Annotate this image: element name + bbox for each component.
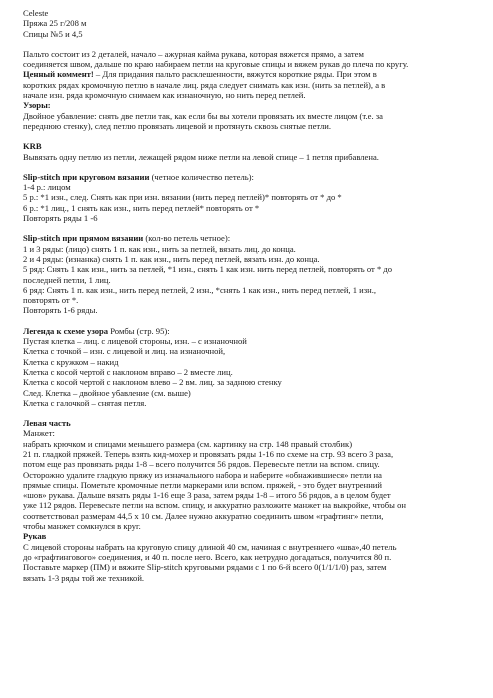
- cuff-line: соответствовал размерам 44,5 x 10 см. Далее нужно аккуратно соединить швом «графтинг» петли,: [23, 510, 384, 521]
- cuff-subheading: Манжет:: [23, 428, 55, 439]
- slip-flat-line: последней петли, 1 лиц.: [23, 274, 111, 285]
- legend-section: [23, 326, 475, 408]
- slip-flat-line: 1 и 3 ряды: (лицо) снять 1 п. как изн., нить за петлей, вязать лиц. до конца.: [23, 243, 296, 254]
- slip-round-heading: Slip-stitch при круговом вязании: [23, 171, 150, 182]
- slip-round-line: 1-4 р.: лицом: [23, 182, 71, 193]
- needles-spec: Спицы №5 и 4,5: [23, 28, 83, 39]
- legend-line: След. Клетка – двойное убавление (см. выше): [23, 387, 191, 398]
- slip-round-line: 5 р.: *1 изн., след. Снять как при изн. вязании (нить перед петлей)* повторять от * до *: [23, 192, 342, 203]
- slip-round-heading-line: [23, 172, 475, 182]
- slip-flat-line: 6 ряд: Снять 1 п. как изн., нить перед петлей, 2 изн., *снять 1 как изн., нить перед петлей, 1 изн.,: [23, 284, 377, 295]
- cuff-line: Осторожно удалите гладкую пряжу из изначального набора и наберите «обнажившиеся» петли на: [23, 469, 382, 480]
- slip-round-line: Повторять ряды 1 -6: [23, 213, 98, 224]
- sleeve-section: [23, 531, 475, 582]
- legend-line: Клетка с галочкой – снятая петля.: [23, 397, 147, 408]
- legend-heading: Легенда к схеме узора: [23, 325, 109, 336]
- slip-flat-section: [23, 233, 475, 315]
- slip-flat-note: (кол-во петель четное):: [143, 233, 231, 244]
- double-dec-line: Двойное убавление: снять две петли так, как если бы вы хотели провязать их вместе лицом (т.е. за: [23, 110, 383, 121]
- legend-line: Клетка с точкой – изн. с лицевой и лиц. на изнаночной,: [23, 346, 226, 357]
- krb-text: Вывязать одну петлю из петли, лежащей рядом ниже петли на левой спице – 1 петля прибавлена.: [23, 151, 379, 162]
- left-part-section: [23, 418, 475, 531]
- doc-title: Celeste: [23, 8, 49, 18]
- slip-round-line: 6 р.: *1 лиц., 1 снять как изн., нить перед петлей* повторять от *: [23, 202, 260, 213]
- left-part-heading: Левая часть: [23, 418, 71, 429]
- comment-text: – Для придания пальто расклешенности, вяжутся короткие ряды. При этом в: [93, 69, 377, 80]
- slip-flat-heading: Slip-stitch при прямом вязании: [23, 233, 144, 244]
- cuff-line: потом еще раз провязать ряды 1-8 – всего получится 56 рядов. Перевесьте петли на вспом. спицу.: [23, 459, 380, 470]
- slip-flat-line: повторять от *.: [23, 295, 79, 306]
- comment-line: начале изн. ряда кромочную снимаем как изнаночную, но нить перед петлей.: [23, 90, 306, 101]
- krb-heading: KRB: [23, 141, 42, 152]
- legend-heading-line: [23, 326, 475, 336]
- comment-line: коротких рядах кромочную петлю в начале лиц. ряда следует снимать как изн. (нить за петлей), а в: [23, 79, 386, 90]
- cuff-line: уже 112 рядов. Перевесьте петли на вспом. спицу, и аккуратно разложите манжет на выкройке, чтобы он: [23, 500, 406, 511]
- intro-section: [23, 49, 475, 131]
- yarn-spec: Пряжа 25 г/208 м: [23, 18, 87, 29]
- legend-line: Пустая клетка – лиц. с лицевой стороны, изн. – с изнаночной: [23, 336, 247, 347]
- intro-line: Пальто состоит из 2 деталей, начало – ажурная кайма рукава, которая вяжется прямо, а затем: [23, 48, 364, 59]
- cuff-line: набрать крючком и спицами меньшего размера (см. картинку на стр. 148 правый столбик): [23, 438, 353, 449]
- header: [23, 8, 475, 39]
- legend-line: Клетка с косой чертой с наклоном вправо – 2 вместе лиц.: [23, 366, 233, 377]
- legend-note: Ромбы (стр. 95):: [108, 325, 170, 336]
- comment-label: Ценный коммент!: [23, 69, 94, 80]
- intro-line: соединяется швом, дальше по краю набираем петли на круговые спицы и вяжем рукав до плеча по кругу.: [23, 59, 409, 70]
- sleeve-heading: Рукав: [23, 531, 47, 542]
- sleeve-line: Поставьте маркер (ПМ) и вяжите Slip-stitch круговыми рядами с 1 по 6-й всего 0(1/1/1/0) раз, затем: [23, 562, 387, 573]
- comment-line: [23, 69, 475, 79]
- slip-flat-line: 5 ряд: Снять 1 как изн., нить за петлей, *1 изн., снять 1 как изн. нить перед петлей, повторять от * до: [23, 264, 393, 275]
- sleeve-line: вязать 1-3 ряды той же техникой.: [23, 572, 145, 583]
- double-dec-line: переднюю стенку), след петлю провязать лицевой и протянуть сквозь снятые петли.: [23, 120, 331, 131]
- cuff-line: прямые спицы. Пометьте кромочные петли маркерами или вспом. пряжей, - это будет внутренний: [23, 479, 382, 490]
- legend-line: Клетка с кружком – накид: [23, 356, 119, 367]
- cuff-line: чтобы манжет сомкнулся в круг.: [23, 521, 141, 532]
- krb-section: [23, 141, 475, 162]
- cuff-line: 21 п. гладкой пряжей. Теперь взять кид-мохер и провязать ряды 1-16 по схеме на стр. 93 всего 3 раза,: [23, 448, 394, 459]
- slip-flat-heading-line: [23, 233, 475, 243]
- slip-flat-line: 2 и 4 ряды: (изнанка) снять 1 п. как изн., нить перед петлей, вязать изн. до конца.: [23, 253, 320, 264]
- slip-round-section: [23, 172, 475, 223]
- patterns-heading: Узоры:: [23, 100, 51, 111]
- slip-flat-line: Повторять 1-6 ряды.: [23, 305, 98, 316]
- slip-round-note: (четное количество петель):: [149, 171, 254, 182]
- sleeve-line: до «графтингового» соединения, и 40 п. после него. Всего, как нетрудно догадаться, получится 80 п.: [23, 551, 392, 562]
- cuff-line: «шов» рукава. Дальше вязать ряды 1-16 еще 3 раза, затем ряды 1-8 – итого 56 рядов, а в целом будет: [23, 490, 391, 501]
- sleeve-line: С лицевой стороны набрать на круговую спицу длиной 40 см, начиная с внутреннего «шва»,40 петель: [23, 541, 397, 552]
- legend-line: Клетка с косой чертой с наклоном влево – 2 вм. лиц. за заднюю стенку: [23, 377, 282, 388]
